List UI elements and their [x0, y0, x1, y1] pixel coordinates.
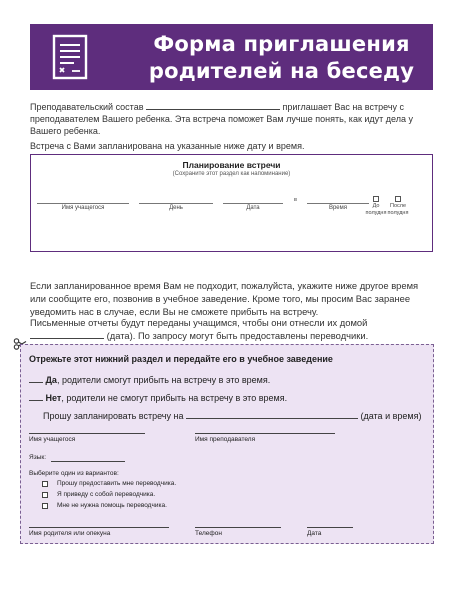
- choose-label: Выберите один из вариантов:: [29, 470, 119, 477]
- option-checkbox-2[interactable]: [42, 492, 48, 498]
- am-label: До полудня: [365, 203, 387, 216]
- option-checkbox-3[interactable]: [42, 503, 48, 509]
- language-field[interactable]: [51, 461, 125, 462]
- requested-datetime-field[interactable]: [186, 410, 358, 419]
- parent-name-field[interactable]: [29, 527, 169, 528]
- teacher-name-field[interactable]: [195, 433, 335, 434]
- option-checkbox-1[interactable]: [42, 481, 48, 487]
- intro-paragraph: Преподавательский состав приглашает Вас на встречу с преподавателем Вашего ребенка. Эта встреча поможет Вам лучше понять, как идут дела у Вашего ребенка.: [30, 102, 414, 136]
- student-name-field[interactable]: [37, 203, 129, 204]
- schedule-subtitle: (Сохраните этот раздел как напоминание): [172, 171, 291, 177]
- day-label: День: [169, 205, 183, 211]
- no-line: Нет, родители не смогут прибыть на встречу в это время.: [29, 392, 287, 403]
- clipboard-form-icon: [44, 30, 98, 84]
- reschedule-paragraph: Если запланированное время Вам не подходит, пожалуйста, укажите ниже другое время или сообщите его, позвонив в учебное заведение. Кроме того, мы просим Вас заранее уведомить нас в случае, если Вы не сможете прибыть на встречу.: [30, 280, 419, 317]
- day-field[interactable]: [139, 203, 213, 204]
- reports-paragraph: Письменные отчеты будут переданы учащимся, чтобы они отнесли их домой (дата). По запросу могут быть предоставлены переводчики.: [30, 317, 369, 341]
- page-title: Форма приглашения родителей на беседу: [148, 32, 415, 83]
- at-label: в: [294, 197, 297, 203]
- yes-line: Да, родители смогут прибыть на встречу в это время.: [29, 374, 270, 385]
- option-label-3: Мне не нужна помощь переводчика.: [57, 502, 167, 509]
- cut-date-field[interactable]: [307, 527, 353, 528]
- report-date-field[interactable]: [30, 330, 104, 339]
- yes-field[interactable]: [29, 374, 43, 383]
- request-line: Прошу запланировать встречу на (дата и время): [43, 411, 422, 421]
- cut-student-name-field[interactable]: [29, 433, 145, 434]
- am-checkbox[interactable]: [373, 196, 379, 202]
- option-label-1: Прошу предоставить мне переводчика.: [57, 480, 177, 487]
- date-label: Дата: [246, 205, 260, 211]
- parent-name-label: Имя родителя или опекуна: [29, 530, 111, 537]
- faculty-name-field[interactable]: [146, 101, 280, 110]
- cutout-title: Отрежьте этот нижний раздел и передайте его в учебное заведение: [29, 354, 333, 364]
- cut-date-label: Дата: [307, 530, 322, 537]
- teacher-name-label: Имя преподавателя: [195, 436, 256, 443]
- no-field[interactable]: [29, 392, 43, 401]
- pm-label: После полудня: [387, 203, 409, 216]
- cutout-section: [20, 344, 434, 544]
- phone-field[interactable]: [195, 527, 281, 528]
- time-label: Время: [328, 205, 348, 211]
- student-name-label: Имя учащегося: [61, 205, 105, 211]
- date-field[interactable]: [223, 203, 283, 204]
- phone-label: Телефон: [195, 530, 222, 537]
- time-field[interactable]: [307, 203, 369, 204]
- schedule-box: [30, 154, 433, 252]
- language-label: Язык:: [29, 454, 46, 461]
- pm-checkbox[interactable]: [395, 196, 401, 202]
- cut-student-name-label: Имя учащегося: [29, 436, 76, 443]
- header-banner: [30, 24, 433, 90]
- option-label-2: Я приведу с собой переводчика.: [57, 491, 156, 498]
- schedule-title: Планирование встречи: [182, 160, 281, 170]
- schedule-intro: Встреча с Вами запланирована на указанные ниже дату и время.: [30, 141, 305, 151]
